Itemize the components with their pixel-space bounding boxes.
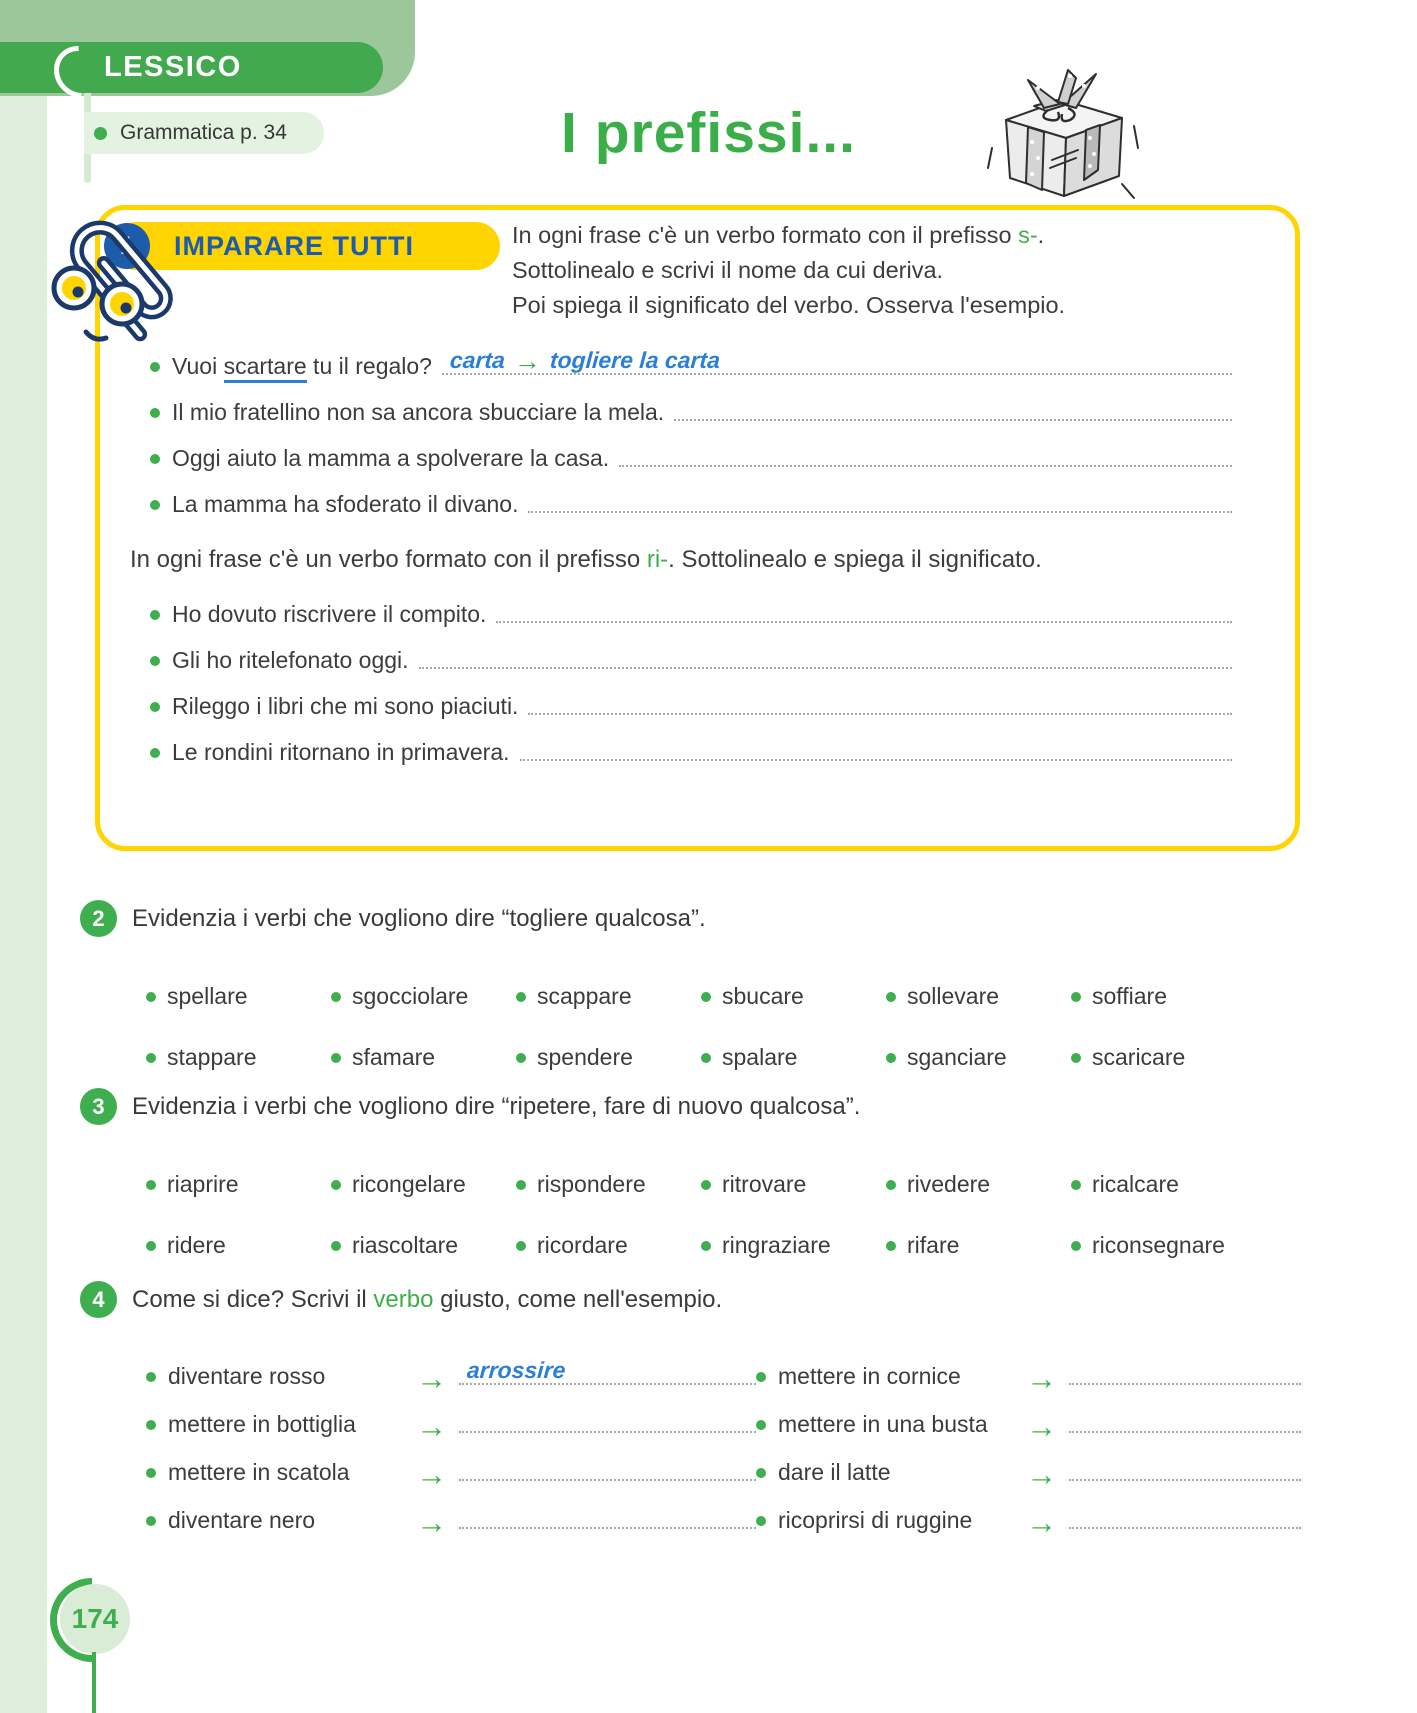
bullet-icon xyxy=(756,1420,766,1430)
bullet-icon xyxy=(150,702,160,712)
sentence-text[interactable]: La mamma ha sfoderato il divano. xyxy=(172,491,519,517)
bullet-icon xyxy=(146,1372,156,1382)
answer-line[interactable] xyxy=(419,663,1232,669)
bullet-icon xyxy=(331,1180,341,1190)
pair-item xyxy=(756,1408,1301,1444)
sentence-item xyxy=(150,644,1232,674)
sentence-list-prefix-s xyxy=(150,345,1232,534)
bullet-icon xyxy=(756,1468,766,1478)
answer-line[interactable] xyxy=(1069,1379,1301,1385)
sentence-item xyxy=(150,598,1232,628)
sentence-text[interactable]: Gli ho ritelefonato oggi. xyxy=(172,647,409,673)
answer-line[interactable] xyxy=(619,461,1232,467)
word-item[interactable]: ritrovare xyxy=(701,1171,886,1198)
bullet-icon xyxy=(886,1180,896,1190)
paperclip-mascot-icon xyxy=(20,186,220,396)
instruction-line: Poi spiega il significato del verbo. Osserva l'esempio. xyxy=(512,292,1066,318)
sentence-text[interactable]: Vuoi scartare tu il regalo? xyxy=(172,353,432,380)
bullet-icon xyxy=(146,1420,156,1430)
pair-label: mettere in cornice xyxy=(778,1363,961,1389)
exercise4-section xyxy=(80,1281,1340,1540)
handwritten-noun: carta xyxy=(449,347,506,373)
exercise2-number-badge: 2 xyxy=(80,900,117,937)
bullet-icon xyxy=(331,992,341,1002)
arrow-icon: → xyxy=(416,1505,447,1540)
prefix-ri-highlight: ri- xyxy=(646,546,669,573)
word-item[interactable]: ricalcare xyxy=(1071,1171,1256,1198)
arrow-icon: → xyxy=(513,345,541,376)
pair-item xyxy=(756,1456,1301,1492)
answer-line[interactable] xyxy=(1069,1427,1301,1433)
page-number-badge xyxy=(60,1584,130,1654)
sentence-item xyxy=(150,396,1232,426)
bullet-icon xyxy=(701,992,711,1002)
exercise3-word-grid xyxy=(146,1171,1256,1259)
pair-item xyxy=(756,1504,1301,1540)
word-item[interactable]: riconsegnare xyxy=(1071,1232,1256,1259)
arrow-icon: → xyxy=(416,1361,447,1396)
exercise1-card xyxy=(95,205,1300,851)
bullet-icon xyxy=(150,408,160,418)
bullet-icon xyxy=(886,992,896,1002)
handwritten-meaning: togliere la carta xyxy=(549,347,721,373)
pair-label: mettere in scatola xyxy=(168,1459,350,1485)
sentence-item xyxy=(150,488,1232,518)
exercise1-number: 1 xyxy=(120,231,134,260)
bullet-icon xyxy=(331,1241,341,1251)
exercise2-title: Evidenzia i verbi che vogliono dire “togliere qualcosa”. xyxy=(132,904,706,932)
bullet-icon xyxy=(146,1241,156,1251)
bullet-icon xyxy=(701,1053,711,1063)
sentence-text[interactable]: Ho dovuto riscrivere il compito. xyxy=(172,601,487,627)
word-item[interactable]: ridere xyxy=(146,1232,331,1259)
section-banner xyxy=(0,42,383,93)
word-item[interactable]: sganciare xyxy=(886,1044,1071,1071)
word-item[interactable]: ricordare xyxy=(516,1232,701,1259)
bullet-icon xyxy=(146,992,156,1002)
bullet-icon xyxy=(886,1053,896,1063)
exercise1-instructions xyxy=(512,218,1287,323)
grammar-reference-label: Grammatica p. 34 xyxy=(120,121,287,144)
instruction-line: In ogni frase c'è un verbo formato con il prefisso s-. xyxy=(512,222,1045,248)
pair-label: diventare rosso xyxy=(168,1363,326,1389)
page-number-stem-line xyxy=(92,1652,96,1713)
pair-item xyxy=(146,1357,756,1396)
bullet-icon xyxy=(886,1241,896,1251)
instruction-line: Sottolinealo e scrivi il nome da cui deriva. xyxy=(512,257,944,283)
bullet-icon xyxy=(701,1241,711,1251)
answer-line[interactable] xyxy=(459,1523,756,1529)
bullet-icon xyxy=(146,1468,156,1478)
bullet-icon xyxy=(1071,1180,1081,1190)
arrow-icon: → xyxy=(1026,1361,1057,1396)
pair-label: ricoprirsi di ruggine xyxy=(778,1507,973,1533)
word-item[interactable]: sgocciolare xyxy=(331,983,516,1010)
sentence-text[interactable]: Il mio fratellino non sa ancora sbucciare la mela. xyxy=(172,399,665,425)
bullet-icon xyxy=(150,656,160,666)
exercise4-number-badge: 4 xyxy=(80,1281,117,1318)
word-item[interactable]: sfamare xyxy=(331,1044,516,1071)
bullet-icon xyxy=(146,1516,156,1526)
gift-box-icon xyxy=(972,64,1150,206)
bullet-icon xyxy=(146,1180,156,1190)
exercise4-pairs-grid xyxy=(146,1357,1301,1540)
answer-line[interactable] xyxy=(528,507,1232,513)
sentence-item xyxy=(150,345,1232,380)
word-item[interactable]: scaricare xyxy=(1071,1044,1256,1071)
answer-line[interactable] xyxy=(520,755,1232,761)
bullet-icon xyxy=(516,1241,526,1251)
answer-line[interactable] xyxy=(674,415,1232,421)
sentence-item xyxy=(150,690,1232,720)
verbo-highlight: verbo xyxy=(373,1285,434,1313)
word-item[interactable]: rispondere xyxy=(516,1171,701,1198)
bullet-icon xyxy=(756,1516,766,1526)
pair-item xyxy=(146,1408,756,1444)
banner-arc-decoration xyxy=(43,35,117,109)
arrow-icon: → xyxy=(1026,1505,1057,1540)
word-item[interactable]: ringraziare xyxy=(701,1232,886,1259)
sentence-list-prefix-ri xyxy=(150,598,1232,782)
sentence-item xyxy=(150,442,1232,472)
exercise3-title: Evidenzia i verbi che vogliono dire “ripetere, fare di nuovo qualcosa”. xyxy=(132,1092,861,1120)
pair-label: mettere in una busta xyxy=(778,1411,988,1437)
bullet-icon xyxy=(516,1180,526,1190)
answer-line[interactable] xyxy=(496,617,1232,623)
pair-item xyxy=(756,1360,1301,1396)
sentence-text[interactable]: Rileggo i libri che mi sono piaciuti. xyxy=(172,693,519,719)
word-item[interactable]: soffiare xyxy=(1071,983,1256,1010)
sentence-text[interactable]: Oggi aiuto la mamma a spolverare la casa. xyxy=(172,445,610,471)
word-item[interactable]: stappare xyxy=(146,1044,331,1071)
prefix-s-highlight: s- xyxy=(1018,222,1038,248)
sentence-item xyxy=(150,736,1232,766)
bullet-icon xyxy=(150,500,160,510)
exercise4-title: Come si dice? Scrivi il verbo giusto, come nell'esempio. xyxy=(132,1285,723,1313)
answer-line[interactable] xyxy=(1069,1475,1301,1481)
answer-line[interactable] xyxy=(459,1357,756,1385)
exercise2-word-grid xyxy=(146,983,1256,1071)
page-number: 174 xyxy=(71,1603,119,1634)
instruction-prefix-ri: In ogni frase c'è un verbo formato con il prefisso ri-. Sottolinealo e spiega il significato. xyxy=(130,546,1042,573)
handwritten-answer: arrossire xyxy=(466,1357,567,1383)
bullet-icon xyxy=(331,1053,341,1063)
bullet-icon xyxy=(1071,1241,1081,1251)
bullet-icon xyxy=(516,992,526,1002)
answer-line[interactable] xyxy=(442,345,1232,376)
bullet-icon xyxy=(150,748,160,758)
word-item[interactable]: sollevare xyxy=(886,983,1071,1010)
arrow-icon: → xyxy=(1026,1409,1057,1444)
imparare-tutti-label: IMPARARE TUTTI xyxy=(174,230,414,261)
answer-line[interactable] xyxy=(459,1475,756,1481)
bullet-icon xyxy=(150,610,160,620)
word-item[interactable]: spellare xyxy=(146,983,331,1010)
answer-line[interactable] xyxy=(528,709,1232,715)
pair-item xyxy=(146,1504,756,1540)
bullet-icon xyxy=(701,1180,711,1190)
answer-line[interactable] xyxy=(459,1427,756,1433)
word-item[interactable]: spendere xyxy=(516,1044,701,1071)
pair-label: dare il latte xyxy=(778,1459,891,1485)
word-item[interactable]: rifare xyxy=(886,1232,1071,1259)
exercise3-number-badge: 3 xyxy=(80,1088,117,1125)
word-item[interactable]: scappare xyxy=(516,983,701,1010)
section-label: LESSICO xyxy=(104,51,242,83)
bullet-icon xyxy=(150,454,160,464)
pair-item xyxy=(146,1456,756,1492)
bullet-icon xyxy=(516,1053,526,1063)
bullet-icon xyxy=(756,1372,766,1382)
example-answer xyxy=(450,347,720,374)
sentence-text[interactable]: Le rondini ritornano in primavera. xyxy=(172,739,510,765)
arrow-icon: → xyxy=(416,1409,447,1444)
word-item[interactable]: rivedere xyxy=(886,1171,1071,1198)
answer-line[interactable] xyxy=(1069,1523,1301,1529)
word-item[interactable]: ricongelare xyxy=(331,1171,516,1198)
bullet-icon xyxy=(1071,1053,1081,1063)
arrow-icon: → xyxy=(1026,1457,1057,1492)
underlined-verb: scartare xyxy=(224,353,307,383)
bullet-icon xyxy=(146,1053,156,1063)
word-item[interactable]: sbucare xyxy=(701,983,886,1010)
word-item[interactable]: riaprire xyxy=(146,1171,331,1198)
exercise2-section xyxy=(80,900,1340,1071)
page-title: I prefissi... xyxy=(561,101,856,165)
pair-label: diventare nero xyxy=(168,1507,316,1533)
word-item[interactable]: spalare xyxy=(701,1044,886,1071)
pair-label: mettere in bottiglia xyxy=(168,1411,356,1437)
word-item[interactable]: riascoltare xyxy=(331,1232,516,1259)
arrow-icon: → xyxy=(416,1457,447,1492)
bullet-icon xyxy=(1071,992,1081,1002)
exercise3-section xyxy=(80,1088,1340,1259)
